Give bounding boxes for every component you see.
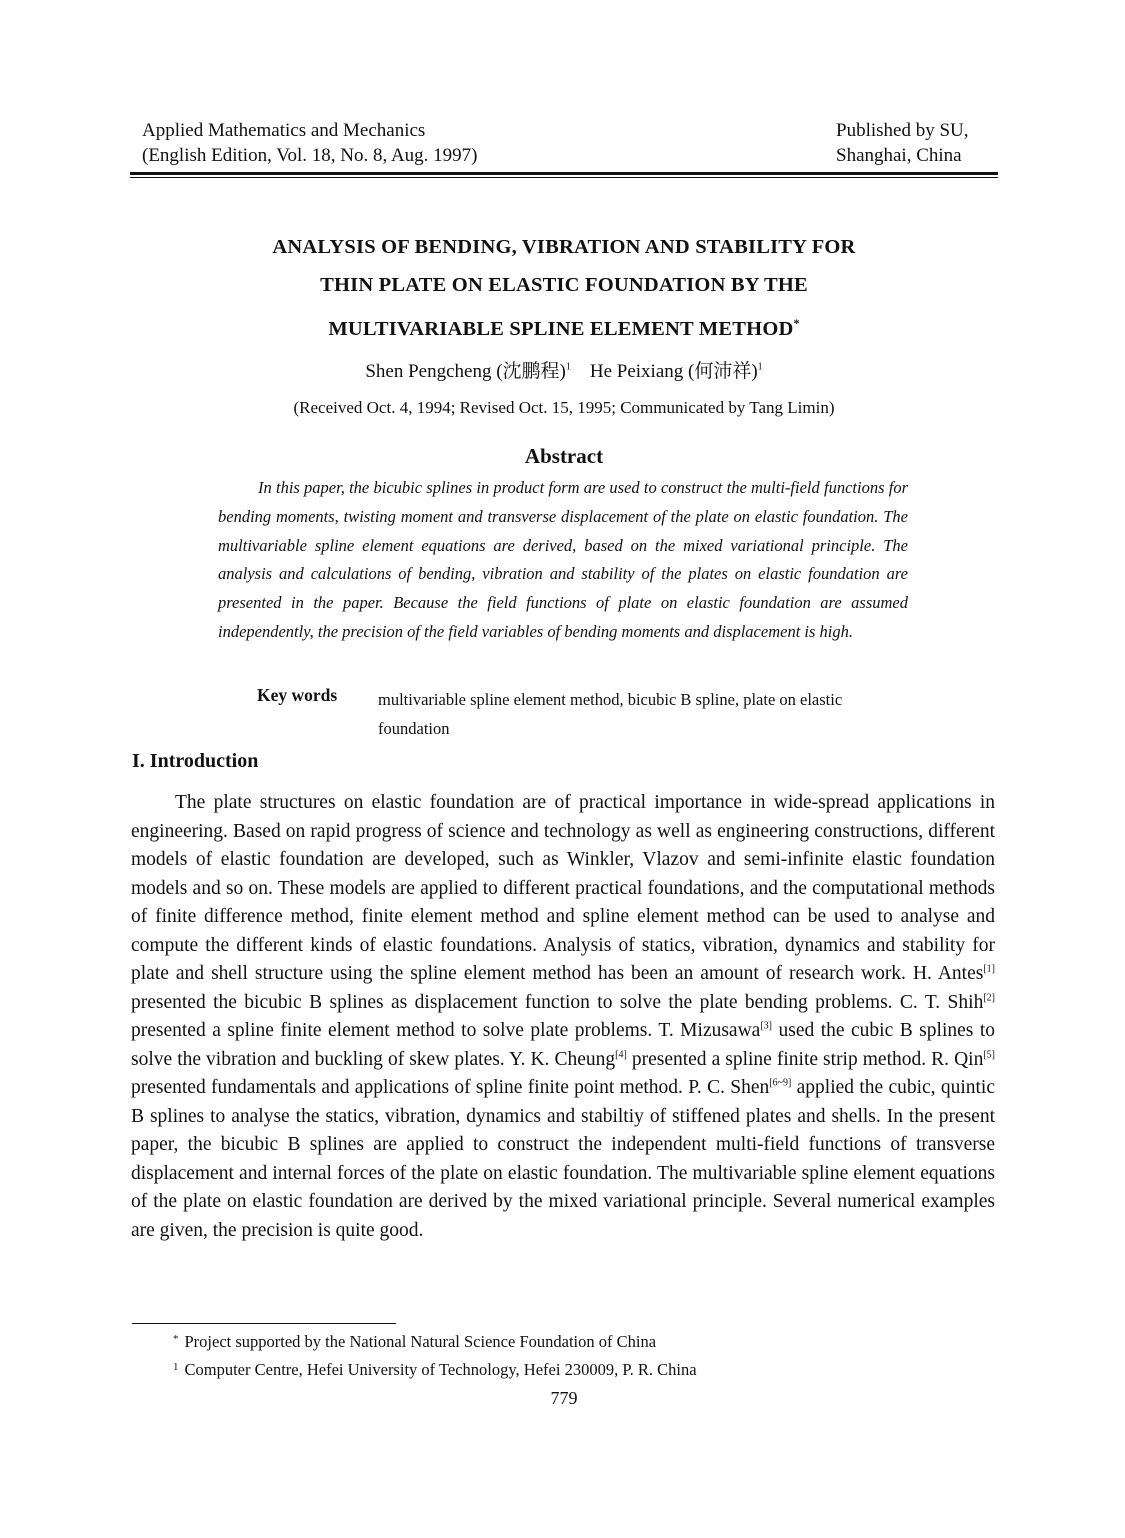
page-number: 779 <box>550 1388 578 1408</box>
title-line-1: ANALYSIS OF BENDING, VIBRATION AND STABILITY FOR <box>272 236 856 258</box>
journal-name: Applied Mathematics and Mechanics <box>142 120 426 141</box>
journal-header <box>142 118 478 168</box>
footnote-funding: * Project supported by the National Natural Science Foundation of China <box>173 1332 657 1351</box>
section-heading: I. Introduction <box>132 750 259 772</box>
footnote-affiliation: $^1$ Computer Centre, Hefei University of Technology, Hefei 230009, P. R. China <box>173 1360 697 1379</box>
journal-edition: (English Edition, Vol. 18, No. 8, Aug. 1997) <box>142 145 478 166</box>
author-1-affiliation: 1 <box>565 361 571 373</box>
citation-ref: [5] <box>983 1049 995 1060</box>
author-list <box>130 356 998 383</box>
title-line-2: THIN PLATE ON ELASTIC FOUNDATION BY THE <box>320 274 808 296</box>
header-rule-thin <box>130 177 998 178</box>
author-1: Shen Pengcheng (沈鹏程) <box>365 361 566 382</box>
author-2-affiliation: 1 <box>757 361 763 373</box>
publisher-name: Published by SU, <box>836 120 969 141</box>
keywords-text: multivariable spline element method, bicubic B spline, plate on elastic foundation <box>378 690 843 738</box>
citation-ref: [1] <box>983 963 995 975</box>
citation-ref: [6~9] <box>769 1077 792 1089</box>
author-2: He Peixiang (何沛祥) <box>589 361 758 382</box>
title-line-3: MULTIVARIABLE SPLINE ELEMENT METHOD* <box>328 316 800 340</box>
header-rule <box>130 172 998 175</box>
paper-title <box>130 228 998 348</box>
footnote-mark: 1 <box>173 1361 179 1373</box>
citation-ref: [3] <box>760 1020 773 1032</box>
received-dates: (Received Oct. 4, 1994; Revised Oct. 15, 1995; Communicated by Tang Limin) <box>293 398 835 417</box>
citation-ref: [4] <box>615 1049 627 1060</box>
publisher-location: Shanghai, China <box>836 145 962 166</box>
abstract-text: In this paper, the bicubic splines in product form are used to construct the multi-field functions for bending moments, twisting moment and transverse displacement of the plate on elastic foundation. The multivariable spline element equations are derived, based on the mixed variational principle. The analysis and calculations of bending, vibration and stability of the plates on elastic foundation are presented in the paper. Because the field functions of plate on elastic foundation are assumed independently, the precision of the field variables of bending moments and displacement is high. <box>218 478 908 641</box>
footnote-mark: * <box>173 1333 179 1345</box>
abstract-heading: Abstract <box>524 444 604 468</box>
publisher-header <box>836 118 969 168</box>
keywords-label: Key words <box>257 685 338 705</box>
footnote-rule <box>132 1323 396 1324</box>
introduction-paragraph: The plate structures on elastic foundation are of practical importance in wide-spread applications in engineering. Based on rapid progress of science and technology as well as engineering constructions, different models of elastic foundation are developed, such as Winkler, Vlazov and semi-infinite elastic foundation models and so on. These models are applied to different practical foundations, and the computational methods of finite difference method, finite element method and spline element method can be used to analyse and compute the different kinds of elastic foundations. Analysis of statics, vibration, dynamics and stability for plate and shell structure using the spline element method has been an amount of research work. H. Antes[1] presented the bicubic B splines as displacement function to solve the plate bending problems. C. T. Shih[2] presented a spline finite element method to solve plate problems. T. Mizusawa[3] used the cubic B splines to solve the vibration and buckling of skew plates. Y. K. Cheung[4] presented a spline finite strip method. R. Qin[5] presented fundamentals and applications of spline finite point method. P. C. Shen[6~9] applied the cubic, quintic B splines to analyse the statics, vibration, dynamics and stabiltiy of stiffened plates and shells. In the present paper, the bicubic B splines are applied to construct the independent multi-field functions of transverse displacement and internal forces of the plate on elastic foundation. The multivariable spline element equations of the plate on elastic foundation are derived by the mixed variational principle. Several numerical examples are given, the precision is quite good. <box>131 792 996 1241</box>
citation-ref: [2] <box>983 992 995 1003</box>
title-footnote-mark: * <box>793 316 800 330</box>
